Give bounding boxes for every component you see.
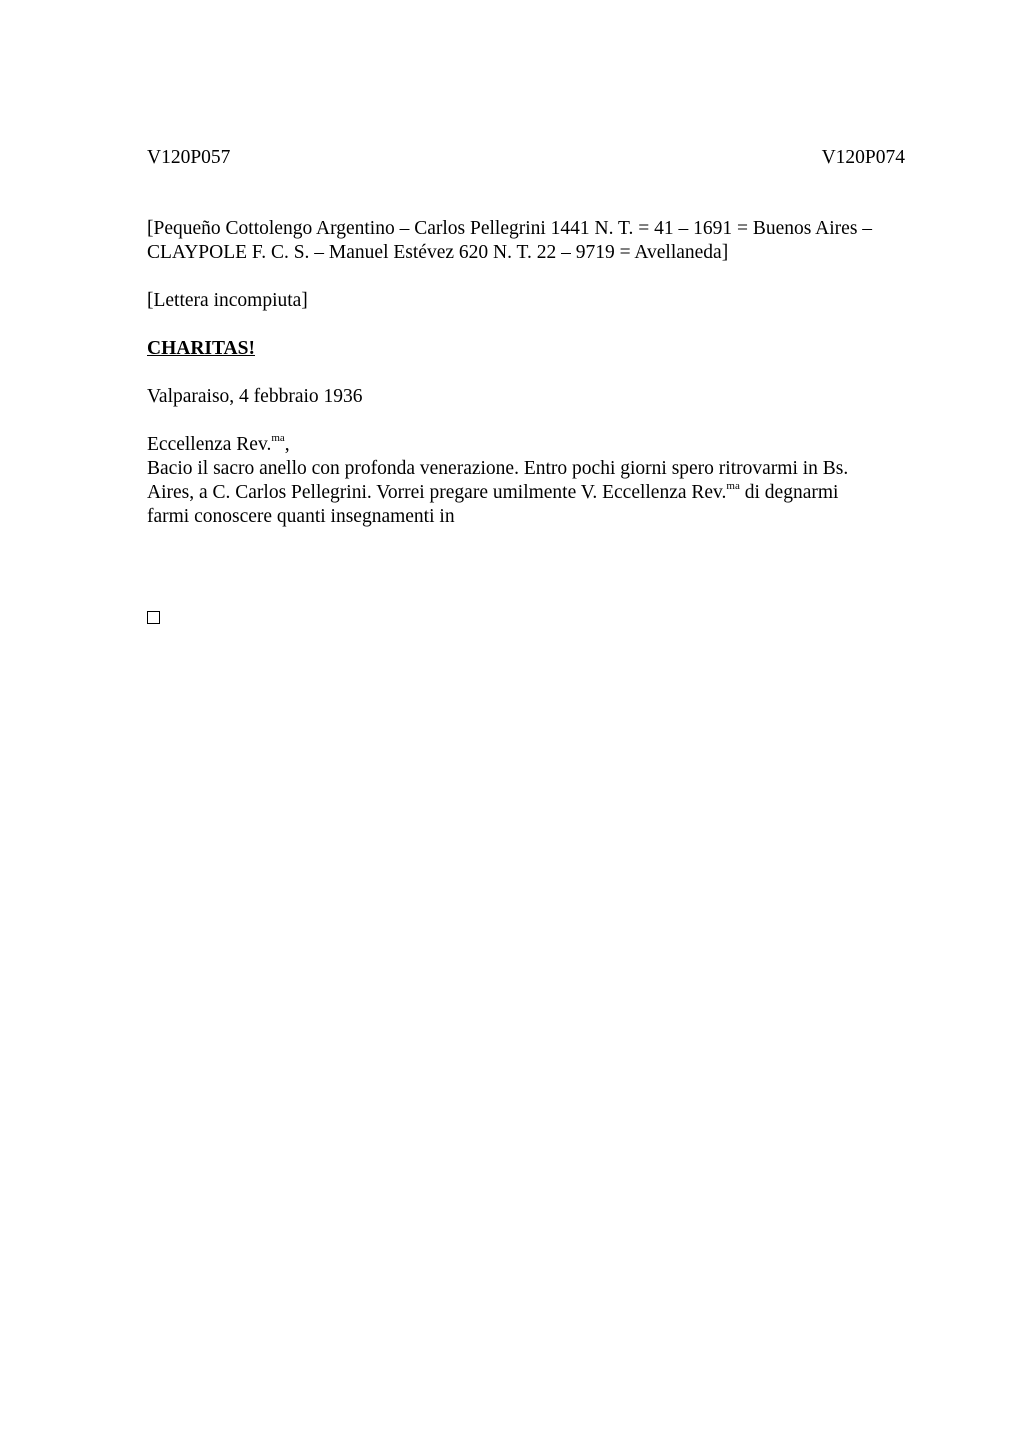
letterhead-line-2: CLAYPOLE F. C. S. – Manuel Estévez 620 N. T. 22 – 9719 = Avellaneda] [147,242,729,263]
body-line-2-text-b: di degnarmi [739,482,839,503]
salutation-comma: , [284,434,290,455]
editorial-note: [Lettera incompiuta] [147,290,308,311]
empty-square-icon [147,611,160,624]
letter-title: CHARITAS! [147,338,255,359]
body-line-3: farmi conoscere quanti insegnamenti in [147,506,455,527]
body-line-2-superscript: ma [726,479,740,492]
body-line-2-text-a: Aires, a C. Carlos Pellegrini. Vorrei pregare umilmente V. Eccellenza Rev. [147,482,727,503]
reference-code-right: V120P074 [821,147,905,168]
salutation [147,433,937,457]
body-line-1: Bacio il sacro anello con profonda venerazione. Entro pochi giorni spero ritrovarmi in Bs. [147,458,849,479]
salutation-superscript: ma [271,431,285,444]
salutation-text: Eccellenza Rev. [147,434,272,455]
reference-code-left: V120P057 [147,147,231,168]
letterhead-line-1: [Pequeño Cottolengo Argentino – Carlos Pellegrini 1441 N. T. = 41 – 1691 = Buenos Aires – [147,218,873,239]
letter-date: Valparaiso, 4 febbraio 1936 [147,386,363,407]
letterhead [147,217,937,265]
body-line-2 [147,481,937,505]
letter-body [147,457,937,529]
